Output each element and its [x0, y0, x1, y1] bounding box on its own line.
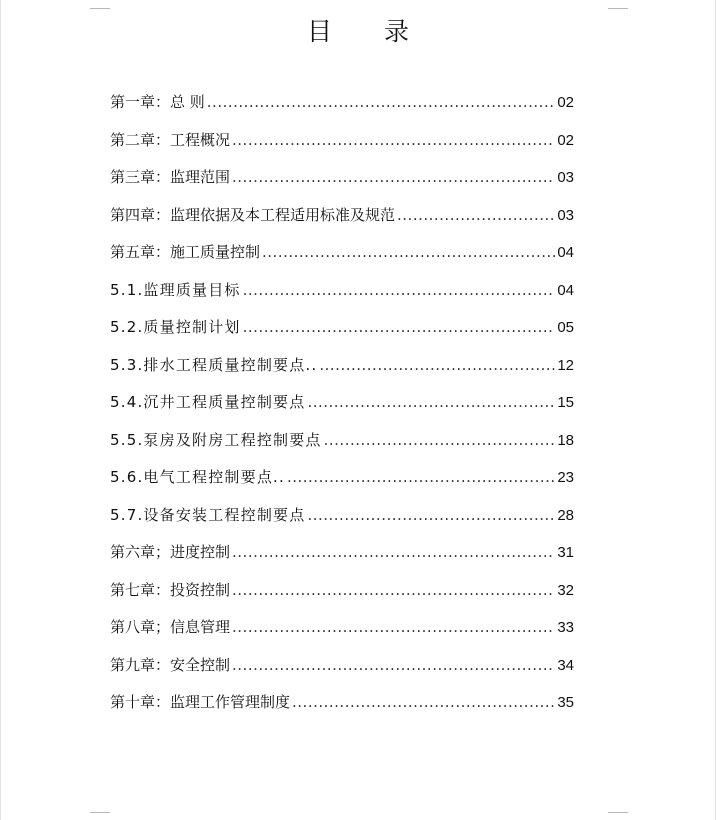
toc-entry[interactable]	[110, 540, 574, 578]
toc-page-number: 04	[557, 281, 574, 299]
toc-dot-leader	[307, 390, 555, 414]
toc-dot-leader	[232, 165, 555, 189]
toc-entry[interactable]	[110, 240, 574, 278]
toc-dot-leader	[232, 653, 555, 677]
toc-dot-leader	[287, 465, 555, 489]
toc-dot-leader	[262, 240, 555, 264]
toc-dot-leader	[319, 353, 555, 377]
toc-entry-label: 第八章；信息管理	[110, 618, 231, 636]
toc-entry[interactable]	[110, 578, 574, 616]
toc-page-number: 03	[557, 169, 574, 186]
toc-entry-label: 第七章：投资控制	[110, 580, 231, 599]
toc-title: 目 录	[307, 17, 431, 46]
toc-entry-label: 5.2.质量控制计划	[110, 318, 241, 336]
toc-entry[interactable]	[110, 428, 574, 466]
toc-dot-leader	[397, 203, 555, 227]
toc-dot-leader	[232, 615, 555, 639]
toc-entry-label: 第四章：监理依据及本工程适用标准及规范	[110, 205, 396, 224]
toc-page-number: 34	[557, 656, 574, 674]
toc-entry[interactable]	[110, 465, 574, 503]
toc-page-number: 23	[557, 469, 574, 486]
toc-entry-label: 5.1.监理质量目标	[110, 280, 241, 299]
toc-entry-label: 第三章：监理范围	[110, 168, 231, 186]
toc-entry[interactable]	[110, 353, 574, 391]
crop-mark-top-left	[90, 8, 110, 9]
toc-entry[interactable]	[110, 390, 574, 428]
toc-entry[interactable]	[110, 315, 574, 353]
toc-entry[interactable]	[110, 165, 574, 203]
toc-page-number: 18	[557, 431, 574, 449]
toc-entry-label: 第五章：施工质量控制	[110, 243, 261, 261]
toc-entry[interactable]	[110, 278, 574, 316]
toc-entry-label: 第一章：总 则	[110, 93, 205, 111]
toc-page-number: 28	[557, 506, 574, 524]
toc-page-number: 12	[557, 356, 574, 374]
crop-mark-bottom-left	[90, 812, 110, 813]
toc-dot-leader	[243, 278, 556, 302]
toc-entry[interactable]	[110, 690, 574, 728]
toc-page-number: 04	[557, 244, 574, 261]
toc-page-number: 02	[557, 131, 574, 149]
toc-page-number: 15	[557, 394, 574, 411]
toc-page-number: 05	[557, 319, 574, 336]
toc-entry[interactable]	[110, 90, 574, 128]
toc-entry-label: 5.5.泵房及附房工程控制要点	[110, 430, 322, 449]
toc-entry[interactable]	[110, 615, 574, 653]
toc-entry-label: 第六章；进度控制	[110, 543, 231, 561]
toc-dot-leader	[243, 315, 556, 339]
toc-page-number: 31	[557, 544, 574, 561]
table-of-contents	[110, 90, 574, 728]
toc-entry-label: 第十章：监理工作管理制度	[110, 693, 291, 711]
toc-entry-label: 5.7.设备安装工程控制要点	[110, 505, 306, 524]
toc-entry[interactable]	[110, 653, 574, 691]
toc-entry[interactable]	[110, 128, 574, 166]
toc-dot-leader	[292, 690, 555, 714]
toc-entry-label: 5.4.沉井工程质量控制要点	[110, 393, 306, 411]
crop-mark-top-right	[608, 8, 628, 9]
toc-page-number: 35	[557, 694, 574, 711]
crop-mark-bottom-right	[608, 812, 628, 813]
toc-entry[interactable]	[110, 503, 574, 541]
toc-entry-label: 第九章：安全控制	[110, 655, 231, 674]
toc-entry-label: 第二章：工程概况	[110, 130, 231, 149]
toc-entry[interactable]	[110, 203, 574, 241]
page-edge-left	[0, 0, 1, 820]
toc-dot-leader	[324, 428, 556, 452]
toc-page-number: 33	[557, 619, 574, 636]
toc-page-number: 03	[557, 206, 574, 224]
toc-dot-leader	[232, 578, 555, 602]
toc-dot-leader	[232, 128, 555, 152]
toc-page-number: 02	[557, 94, 574, 111]
toc-page-number: 32	[557, 581, 574, 599]
toc-dot-leader	[232, 540, 555, 564]
toc-entry-label: 5.6.电气工程控制要点..	[110, 468, 285, 486]
toc-entry-label: 5.3.排水工程质量控制要点..	[110, 355, 318, 374]
toc-dot-leader	[307, 503, 555, 527]
toc-dot-leader	[207, 90, 556, 114]
